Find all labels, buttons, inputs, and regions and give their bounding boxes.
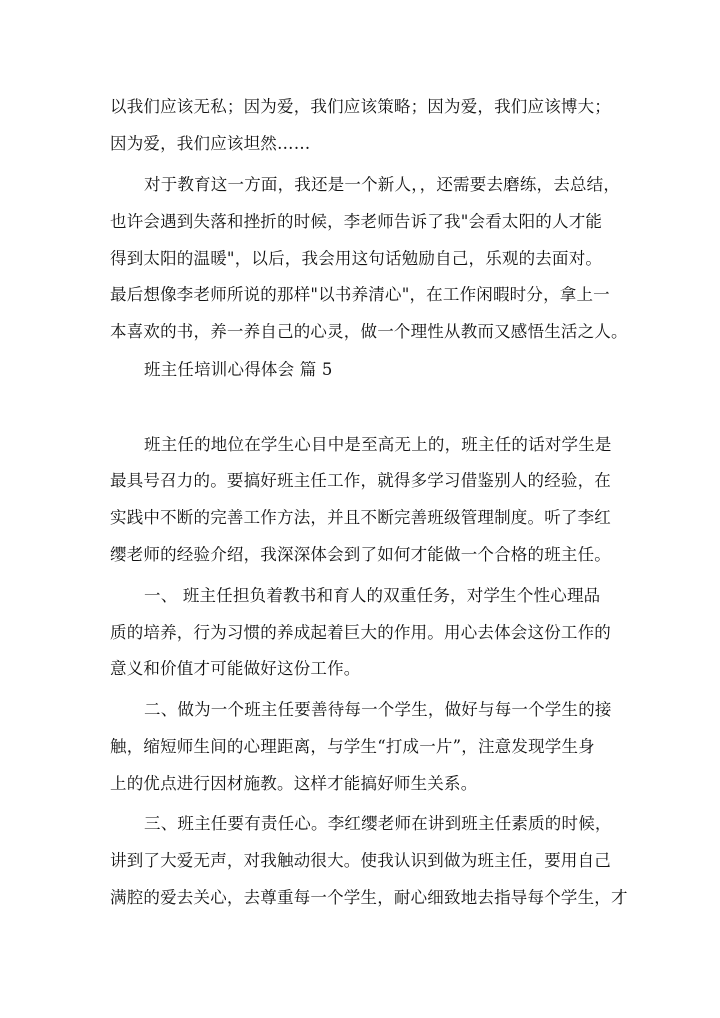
text-line: 因为爱，我们应该坦然…… [110, 134, 311, 153]
text-line: 讲到了大爱无声，对我触动很大。使我认识到做为班主任，要用自己 [110, 851, 611, 870]
text-line: 实践中不断的完善工作方法，并且不断完善班级管理制度。听了李红 [110, 508, 611, 527]
text-line: 质的培养，行为习惯的养成起着巨大的作用。用心去体会这份工作的 [110, 623, 611, 642]
paragraph-first-line: 二、做为一个班主任要善待每一个学生，做好与每一个学生的接 [144, 700, 612, 719]
paragraph-first-line: 三、班主任要有责任心。李红缨老师在讲到班主任素质的时候， [144, 814, 612, 833]
text-line: 最后想像李老师所说的那样"以书养清心"，在工作闲暇时分，拿上一 [110, 285, 610, 304]
text-line: 意义和价值才可能做好这份工作。 [110, 659, 361, 678]
text-line: 满腔的爱去关心，去尊重每一个学生，耐心细致地去指导每个学生，才 [110, 888, 628, 907]
section-heading: 班主任培训心得体会 篇 5 [144, 360, 333, 379]
paragraph-first-line: 一、 班主任担负着教书和育人的双重任务，对学生个性心理品 [144, 586, 601, 605]
text-line: 也许会遇到失落和挫折的时候，李老师告诉了我"会看太阳的人才能 [110, 212, 603, 231]
text-line: 触，缩短师生间的心理距离，与学生“打成一片”，注意发现学生身 [110, 737, 595, 756]
text-line: 上的优点进行因材施教。这样才能搞好师生关系。 [110, 774, 478, 793]
text-line: 以我们应该无私；因为爱，我们应该策略；因为爱，我们应该博大； [110, 97, 611, 116]
text-line: 最具号召力的。要搞好班主任工作，就得多学习借鉴别人的经验，在 [110, 471, 611, 490]
paragraph-first-line: 班主任的地位在学生心目中是至高无上的，班主任的话对学生是 [144, 435, 612, 454]
paragraph-first-line: 对于教育这一方面，我还是一个新人，，还需要去磨练，去总结， [144, 175, 621, 194]
text-line: 得到太阳的温暖"，以后，我会用这句话勉励自己，乐观的去面对。 [110, 249, 603, 268]
text-line: 本喜欢的书，养一养自己的心灵，做一个理性从教而又感悟生活之人。 [110, 322, 628, 341]
text-line: 缨老师的经验介绍，我深深体会到了如何才能做一个合格的班主任。 [110, 545, 611, 564]
